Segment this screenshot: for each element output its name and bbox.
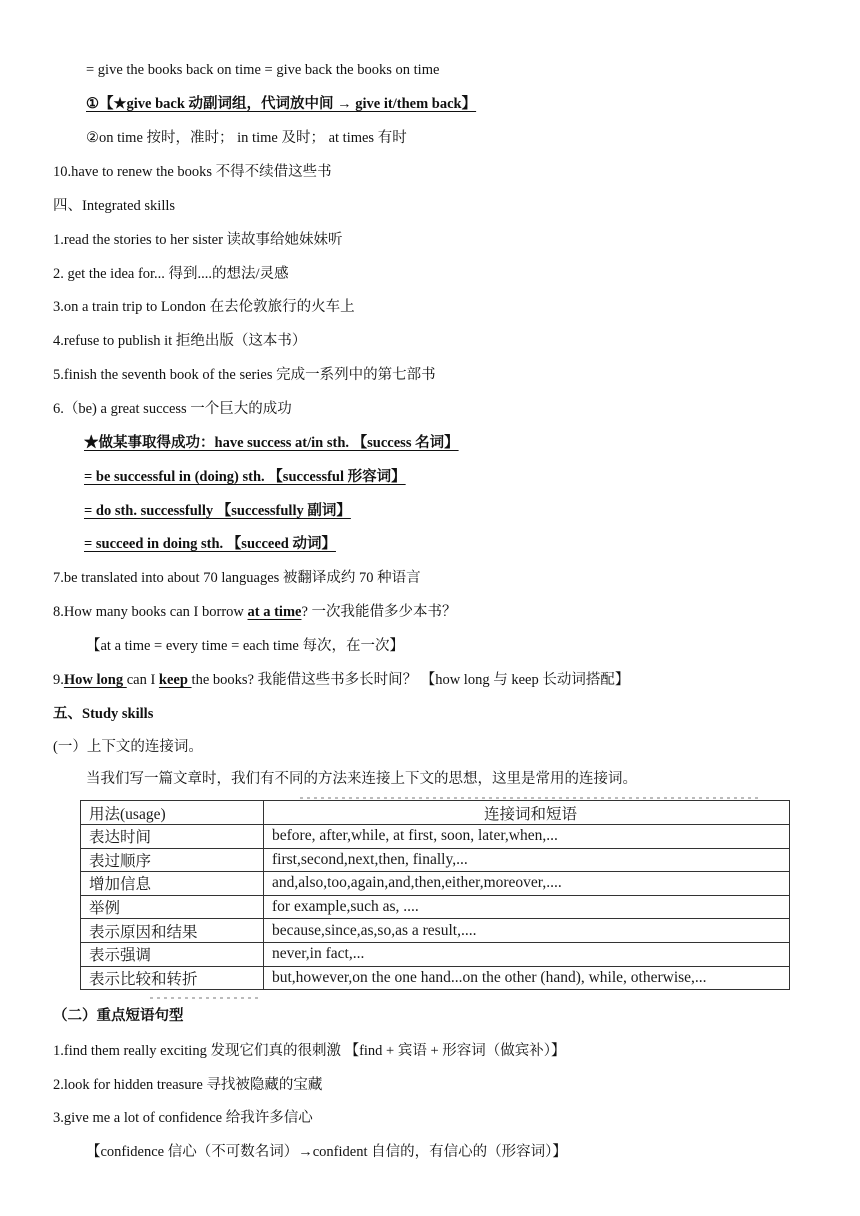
table-cell: for example,such as, .... [264,895,790,919]
phrase-item: 4.refuse to publish it 拒绝出版（这本书） [53,333,307,349]
phrase-item: 6.（be) a great success 一个巨大的成功 [53,401,292,417]
faded-text-artifact [300,797,760,799]
table-row [81,872,790,896]
key-phrase: keep [158,672,192,688]
phrase-item: 10.have to renew the books 不得不续借这些书 [53,164,332,180]
text-segment: 8.How many books can I borrow [53,604,248,620]
table-cell: 表示强调 [81,942,264,966]
table-row [81,942,790,966]
connectives-table [80,800,790,990]
phrase-item: 2. get the idea for... 得到....的想法/灵感 [53,266,289,282]
paragraph: 当我们写一篇文章时，我们有不同的方法来连接上下文的思想，这里是常用的连接词。 [86,771,637,787]
table-cell: because,since,as,so,as a result,.... [264,919,790,943]
text-segment: 9. [53,672,64,688]
note-line: = do sth. successfully 【successfully 副词】 [84,503,351,519]
key-phrase: How long [63,672,127,688]
table-header: 连接词和短语 [264,801,790,825]
table-cell: 表示原因和结果 [81,919,264,943]
table-row [81,919,790,943]
text-segment: the books? 我能借这些书多长时间？ 【how long 与 keep 长动词搭配】 [191,672,630,688]
note-line: = be successful in (doing) sth. 【successful 形容词】 [84,469,406,485]
table-cell: 表达时间 [81,825,264,849]
table-cell: 增加信息 [81,872,264,896]
note-line: 【confidence 信心（不可数名词）→confident 自信的，有信心的（形容词）】 [86,1144,567,1160]
phrase-item: 3.give me a lot of confidence 给我许多信心 [53,1110,313,1126]
note-line: = succeed in doing sth. 【succeed 动词】 [84,536,336,552]
faded-text-artifact [150,997,260,999]
table-cell: never,in fact,... [264,942,790,966]
table-header-row [81,801,790,825]
table-cell: before, after,while, at first, soon, later,when,... [264,825,790,849]
table-cell: 举例 [81,895,264,919]
note-line: 【at a time = every time = each time 每次，在一次】 [86,638,404,654]
table-cell: first,second,next,then, finally,... [264,848,790,872]
phrase-item: 1.read the stories to her sister 读故事给她妹妹听 [53,232,343,248]
table-row [81,848,790,872]
note-line: ★做某事取得成功：have success at/in sth. 【success 名词】 [84,435,459,451]
table-row [81,966,790,990]
subsection-heading: (一）上下文的连接词。 [53,739,203,755]
phrase-item: 2.look for hidden treasure 寻找被隐藏的宝藏 [53,1077,323,1093]
phrase-item: 7.be translated into about 70 languages 被翻译成约 70 种语言 [53,570,421,586]
phrase-item: 1.find them really exciting 发现它们真的很刺激 【find + 宾语 + 形容词（做宾补）】 [53,1043,566,1059]
table-cell: 表过顺序 [81,848,264,872]
text-segment: ? 一次我能借多少本书？ [301,604,457,620]
table-cell: but,however,on the one hand...on the other (hand), while, otherwise,... [264,966,790,990]
text-segment: can I [126,672,159,688]
table-cell: 表示比较和转折 [81,966,264,990]
phrase-item: 3.on a train trip to London 在去伦敦旅行的火车上 [53,299,355,315]
note-line: ①【★give back 动副词组，代词放中间 → give it/them back】 [86,96,477,112]
text-line: = give the books back on time = give back the books on time [86,62,440,78]
subsection-heading: （二）重点短语句型 [53,1008,184,1024]
text-line: ②on time 按时，准时； in time 及时； at times 有时 [86,130,407,146]
phrase-item [53,670,629,690]
phrase-item: 5.finish the seventh book of the series 完成一系列中的第七部书 [53,367,436,383]
section-heading: 五、Study skills [53,706,154,722]
table-cell: and,also,too,again,and,then,either,moreover,.... [264,872,790,896]
table-row [81,895,790,919]
key-phrase: at a time [247,604,302,620]
table-row [81,825,790,849]
section-heading: 四、Integrated skills [53,198,176,214]
table-header: 用法(usage) [81,801,264,825]
phrase-item [53,602,457,622]
